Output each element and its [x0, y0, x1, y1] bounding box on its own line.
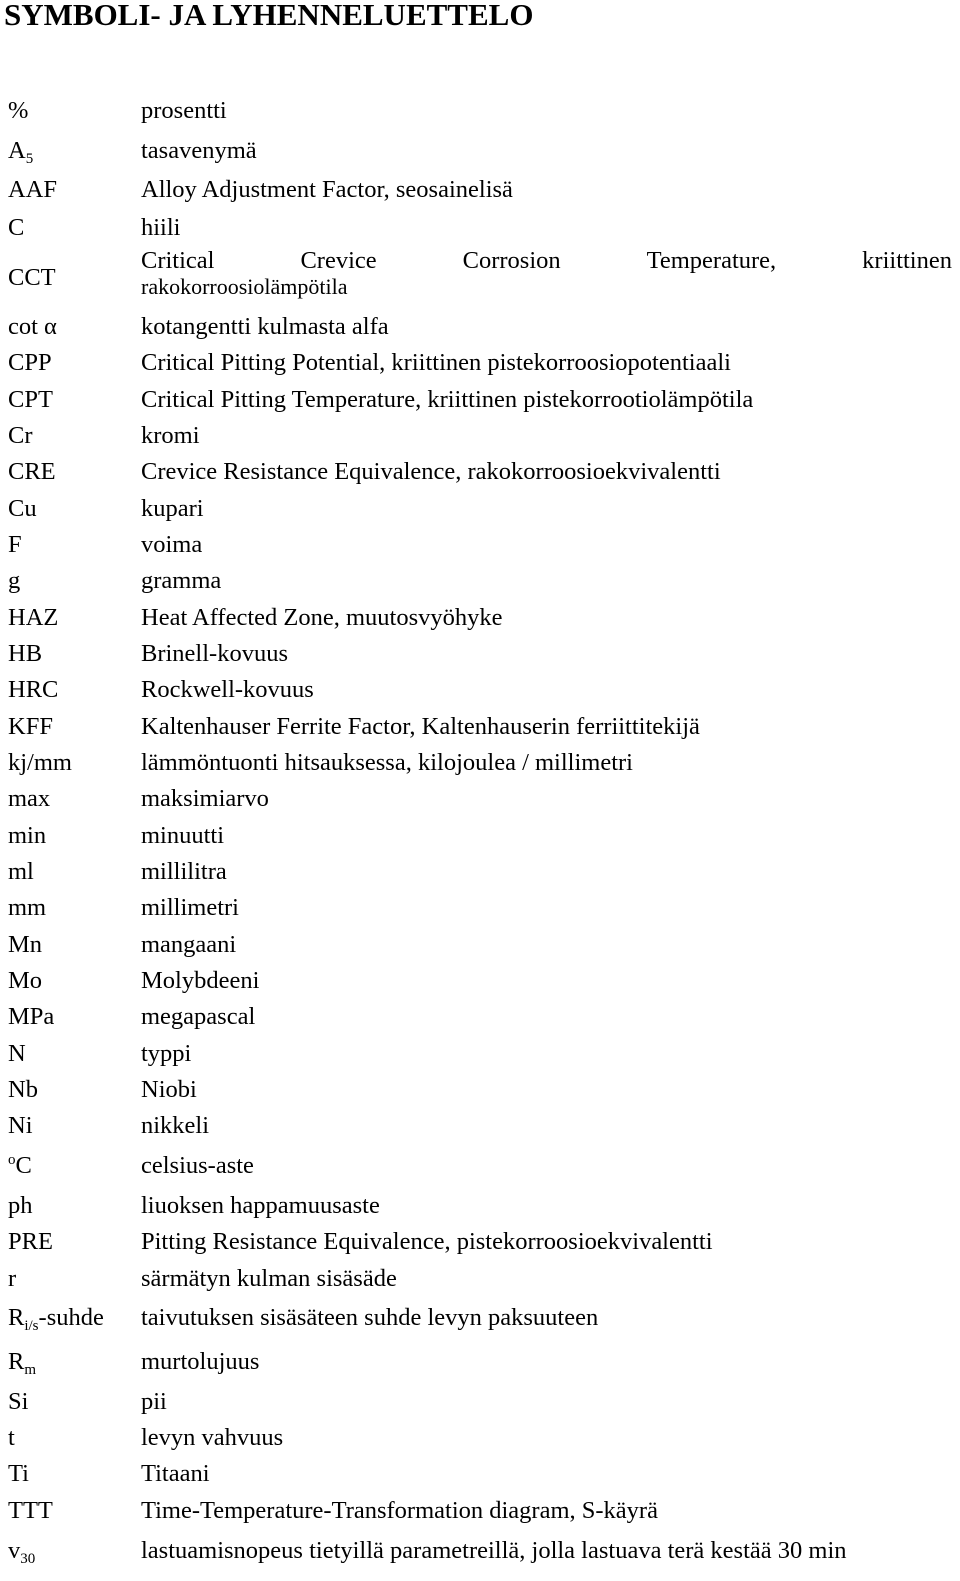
description: kromi [141, 422, 200, 449]
symbol: max [8, 785, 51, 812]
symbol [8, 1536, 35, 1566]
symbol: ml [8, 858, 34, 885]
word: Corrosion [462, 247, 561, 274]
description: särmätyn kulman sisäsäde [141, 1265, 397, 1292]
description: Kaltenhauser Ferrite Factor, Kaltenhauserin ferriittitekijä [141, 713, 700, 740]
symbol: Si [8, 1388, 29, 1415]
description: minuutti [141, 822, 225, 849]
description: hiili [141, 214, 181, 241]
word: Critical [141, 247, 215, 274]
symbol-superscript: o [8, 1152, 16, 1168]
description: pii [141, 1388, 167, 1415]
symbol: Ti [8, 1460, 29, 1487]
description: Time-Temperature-Transformation diagram, S-käyrä [141, 1497, 658, 1524]
symbol: mm [8, 894, 47, 921]
symbol: Ni [8, 1112, 33, 1139]
symbol-base: R [8, 1304, 25, 1331]
symbol: t [8, 1424, 15, 1451]
symbol: min [8, 822, 47, 849]
description: lastuamisnopeus tietyillä parametreillä, jolla lastuava terä kestää 30 min [141, 1537, 847, 1564]
list-item [0, 246, 960, 310]
description: megapascal [141, 1003, 256, 1030]
description: Critical Pitting Temperature, kriittinen pistekorrootiolämpötila [141, 386, 754, 413]
symbol: AAF [8, 176, 58, 203]
symbol-subscript: 5 [25, 151, 34, 167]
symbol: % [8, 97, 29, 124]
symbol-subscript: i/s [24, 1318, 39, 1334]
symbol [8, 1151, 32, 1181]
symbol: g [8, 567, 21, 594]
symbol: HB [8, 640, 43, 667]
description: millilitra [141, 858, 227, 885]
symbol: Cu [8, 495, 37, 522]
symbol: HAZ [8, 604, 59, 631]
symbol-base: R [8, 1348, 25, 1375]
description: murtolujuus [141, 1348, 260, 1375]
description: levyn vahvuus [141, 1424, 284, 1451]
symbol: MPa [8, 1003, 55, 1030]
description: taivutuksen sisäsäteen suhde levyn paksuuteen [141, 1304, 599, 1331]
description: Critical Pitting Potential, kriittinen pistekorroosiopotentiaali [141, 349, 731, 376]
symbol: CCT [8, 264, 56, 291]
description: millimetri [141, 894, 239, 921]
symbol: KFF [8, 713, 53, 740]
symbol: Nb [8, 1076, 38, 1103]
word: kriittinen [862, 247, 952, 274]
description: Crevice Resistance Equivalence, rakokorroosioekvivalentti [141, 458, 721, 485]
description: kotangentti kulmasta alfa [141, 313, 389, 340]
description [141, 246, 952, 302]
symbol-base: v [8, 1537, 21, 1564]
description: Molybdeeni [141, 967, 260, 994]
symbol: HRC [8, 676, 59, 703]
description: celsius-aste [141, 1152, 254, 1179]
description: Brinell-kovuus [141, 640, 288, 667]
description: Alloy Adjustment Factor, seosainelisä [141, 176, 513, 203]
symbol-subscript: m [24, 1362, 37, 1378]
description: voima [141, 531, 203, 558]
description: tasavenymä [141, 137, 257, 164]
symbol: ph [8, 1192, 33, 1219]
word: Temperature, [646, 247, 777, 274]
symbol: F [8, 531, 22, 558]
symbol: cot α [8, 313, 57, 340]
description: mangaani [141, 931, 237, 958]
page-title: SYMBOLI- JA LYHENNELUETTELO [4, 0, 534, 32]
description: typpi [141, 1040, 192, 1067]
description: Niobi [141, 1076, 197, 1103]
symbol [8, 1347, 36, 1377]
symbol: r [8, 1265, 17, 1292]
symbol: TTT [8, 1497, 53, 1524]
description: maksimiarvo [141, 785, 269, 812]
symbol: kj/mm [8, 749, 72, 776]
description: gramma [141, 567, 222, 594]
description: prosentti [141, 97, 227, 124]
symbol [8, 1303, 104, 1333]
description: lämmöntuonti hitsauksessa, kilojoulea / millimetri [141, 749, 633, 776]
symbol: PRE [8, 1228, 53, 1255]
symbol-suffix: -suhde [38, 1304, 104, 1331]
symbol-subscript: 30 [20, 1551, 36, 1567]
description: Pitting Resistance Equivalence, pistekorroosioekvivalentti [141, 1228, 713, 1255]
symbol: Mo [8, 967, 43, 994]
symbol: C [8, 214, 25, 241]
description: Heat Affected Zone, muutosvyöhyke [141, 604, 503, 631]
description: liuoksen happamuusaste [141, 1192, 380, 1219]
description-line-2: rakokorroosiolämpötila [141, 274, 348, 299]
symbol-base: C [15, 1152, 32, 1179]
symbol: N [8, 1040, 26, 1067]
word: Crevice [300, 247, 377, 274]
symbol: CPT [8, 386, 53, 413]
symbol [8, 136, 33, 166]
description: Rockwell-kovuus [141, 676, 314, 703]
symbol: CPP [8, 349, 52, 376]
description: kupari [141, 495, 204, 522]
symbol: CRE [8, 458, 56, 485]
symbol-base: A [8, 137, 26, 164]
description: nikkeli [141, 1112, 210, 1139]
symbol: Mn [8, 931, 43, 958]
description: Titaani [141, 1460, 210, 1487]
symbol: Cr [8, 422, 33, 449]
